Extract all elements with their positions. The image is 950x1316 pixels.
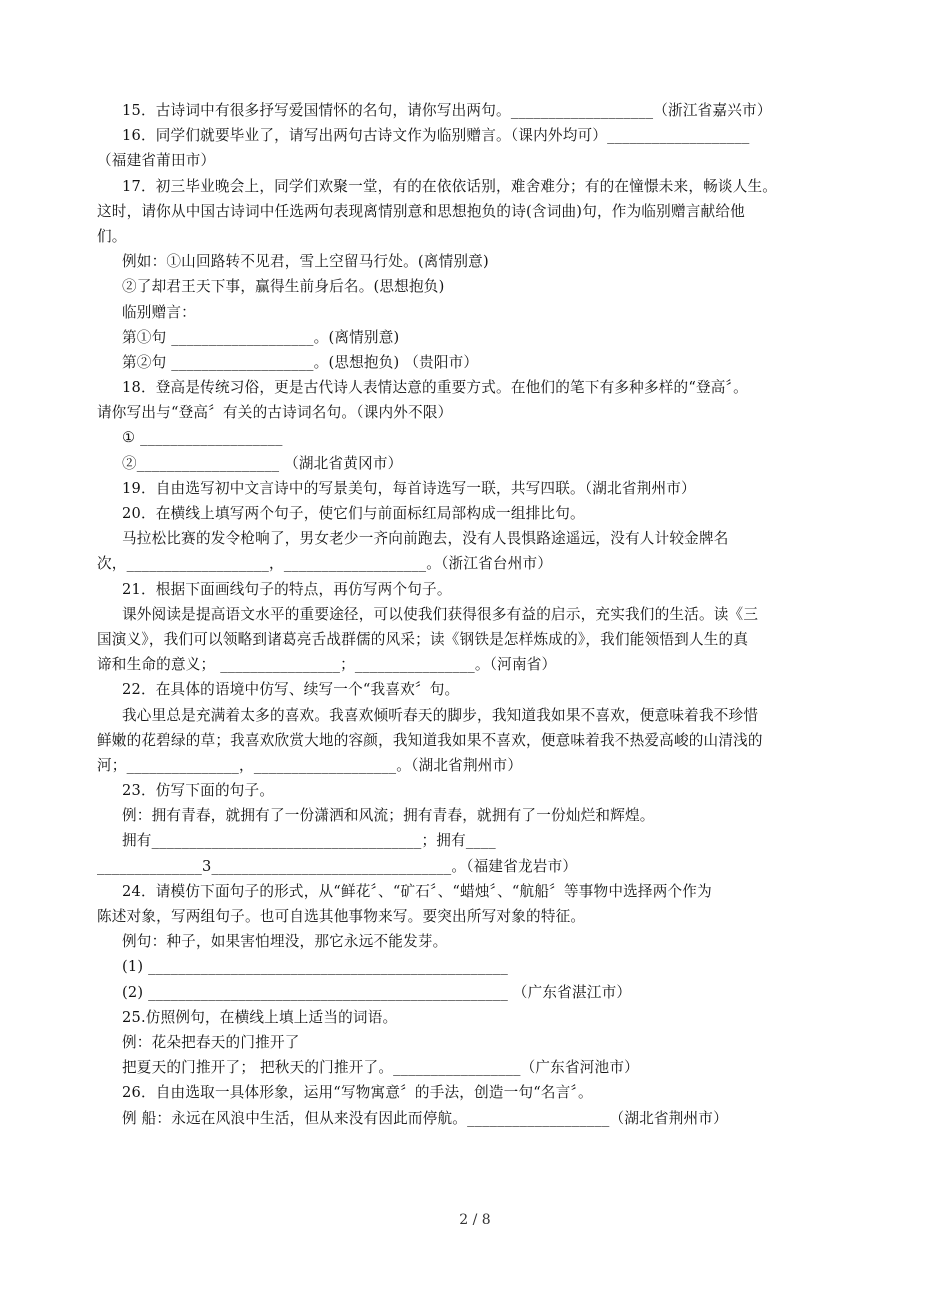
text-line: 把夏天的门推开了； 把秋天的门推开了。_________________（广东省河池市） [122, 1059, 639, 1077]
text-line: 们。 [97, 227, 127, 245]
text-line: 例：花朵把春天的门推开了 [122, 1033, 300, 1051]
text-line: 国演义》，我们可以领略到诸葛亮舌战群儒的风采；读《钢铁是怎样炼成的》，我们能领悟到人生的真 [97, 630, 749, 648]
text-line: 20．在横线上填写两个句子，使它们与前面标红局部构成一组排比句。 [122, 505, 585, 522]
text-line: 16．同学们就要毕业了，请写出两句古诗文作为临别赠言。（课内外均可）___________________ [122, 127, 750, 145]
text-line: 18．登高是传统习俗，更是古代诗人表情达意的重要方式。在他们的笔下有多种多样的“登高〞。 [122, 379, 748, 397]
text-line: 25.仿照例句，在横线上填上适当的词语。 [122, 1008, 398, 1026]
text-line: ① ___________________ [122, 429, 283, 447]
text-line: 26．自由选取一具体形象，运用“写物寓意〞的手法，创造一句“名言〞。 [122, 1084, 593, 1102]
text-line: (1) ________________________________________________ [122, 958, 508, 976]
text-line: 谛和生命的意义； ________________；________________。（河南省） [97, 656, 557, 674]
text-line: 临别赠言： [122, 303, 196, 321]
text-line: 例 船：永远在风浪中生活，但从来没有因此而停航。___________________（湖北省荆州市） [122, 1109, 728, 1127]
text-line: 我心里总是充满着太多的喜欢。我喜欢倾听春天的脚步，我知道我如果不喜欢，便意味着我不珍惜 [122, 706, 759, 724]
text-line: 次，___________________，___________________。（浙江省台州市） [97, 555, 553, 573]
text-line: (2) ________________________________________________ （广东省湛江市） [122, 983, 632, 1001]
document-body [0, 98, 950, 1131]
page-number: 2 / 8 [459, 1212, 491, 1228]
text-line: 河；_______________，___________________。（湖北省荆州市） [97, 756, 523, 774]
text-line: 请你写出与“登高〞有关的古诗词名句。（课内外不限） [97, 404, 453, 422]
text-line: 马拉松比赛的发令枪响了，男女老少一齐向前跑去，没有人畏惧路途遥远，没有人计较金牌名 [122, 530, 729, 548]
text-line: 24．请模仿下面句子的形式，从“鲜花〞、“矿石〞、“蜡烛〞、“航船〞等事物中选择两个作为 [122, 882, 712, 900]
text-line: 17．初三毕业晚会上，同学们欢聚一堂，有的在依依话别，难舍难分；有的在憧憬未来，畅谈人生。 [122, 177, 778, 195]
text-line: 鲜嫩的花碧绿的草；我喜欢欣赏大地的容颜，我知道我如果不喜欢，便意味着我不热爱高峻的山清浅的 [97, 731, 763, 749]
text-line: ______________3________________________________。（福建省龙岩市） [97, 857, 578, 875]
text-line: ②了却君王天下事，赢得生前身后名。(思想抱负) [122, 278, 445, 296]
text-line: 23．仿写下面的句子。 [122, 782, 275, 800]
text-line: ②___________________ （湖北省黄冈市） [122, 454, 403, 472]
text-line: 19．自由选写初中文言诗中的写景美句，每首诗选写一联，共写四联。（湖北省荆州市） [122, 479, 696, 497]
text-line: 这时，请你从中国古诗词中任选两句表现离情别意和思想抱负的诗(含词曲)句，作为临别赠言献给他 [97, 202, 745, 220]
text-line: 课外阅读是提高语文水平的重要途径，可以使我们获得很多有益的启示，充实我们的生活。读《三 [122, 605, 759, 623]
text-line: 第①句 ___________________。(离情别意) [122, 328, 400, 346]
text-line: 拥有____________________________________；拥有____ [122, 832, 496, 850]
text-line: 例句：种子，如果害怕埋没，那它永远不能发芽。 [122, 933, 448, 951]
text-line: 22．在具体的语境中仿写、续写一个“我喜欢〞句。 [122, 681, 460, 699]
text-line: 15．古诗词中有很多抒写爱国情怀的名句，请你写出两句。___________________（浙江省嘉兴市） [122, 102, 772, 119]
text-line: 陈述对象，写两组句子。也可自选其他事物来写。要突出所写对象的特征。 [97, 908, 586, 925]
text-line: 21．根据下面画线句子的特点，再仿写两个句子。 [122, 580, 452, 598]
text-line: 例：拥有青春，就拥有了一份潇洒和风流；拥有青春，就拥有了一份灿烂和辉煌。 [122, 807, 655, 825]
text-line: （福建省莆田市） [97, 152, 216, 170]
text-line: 第②句 ___________________。(思想抱负) （贵阳市） [122, 353, 479, 371]
text-line: 例如：①山回路转不见君，雪上空留马行处。(离情别意) [122, 253, 489, 271]
